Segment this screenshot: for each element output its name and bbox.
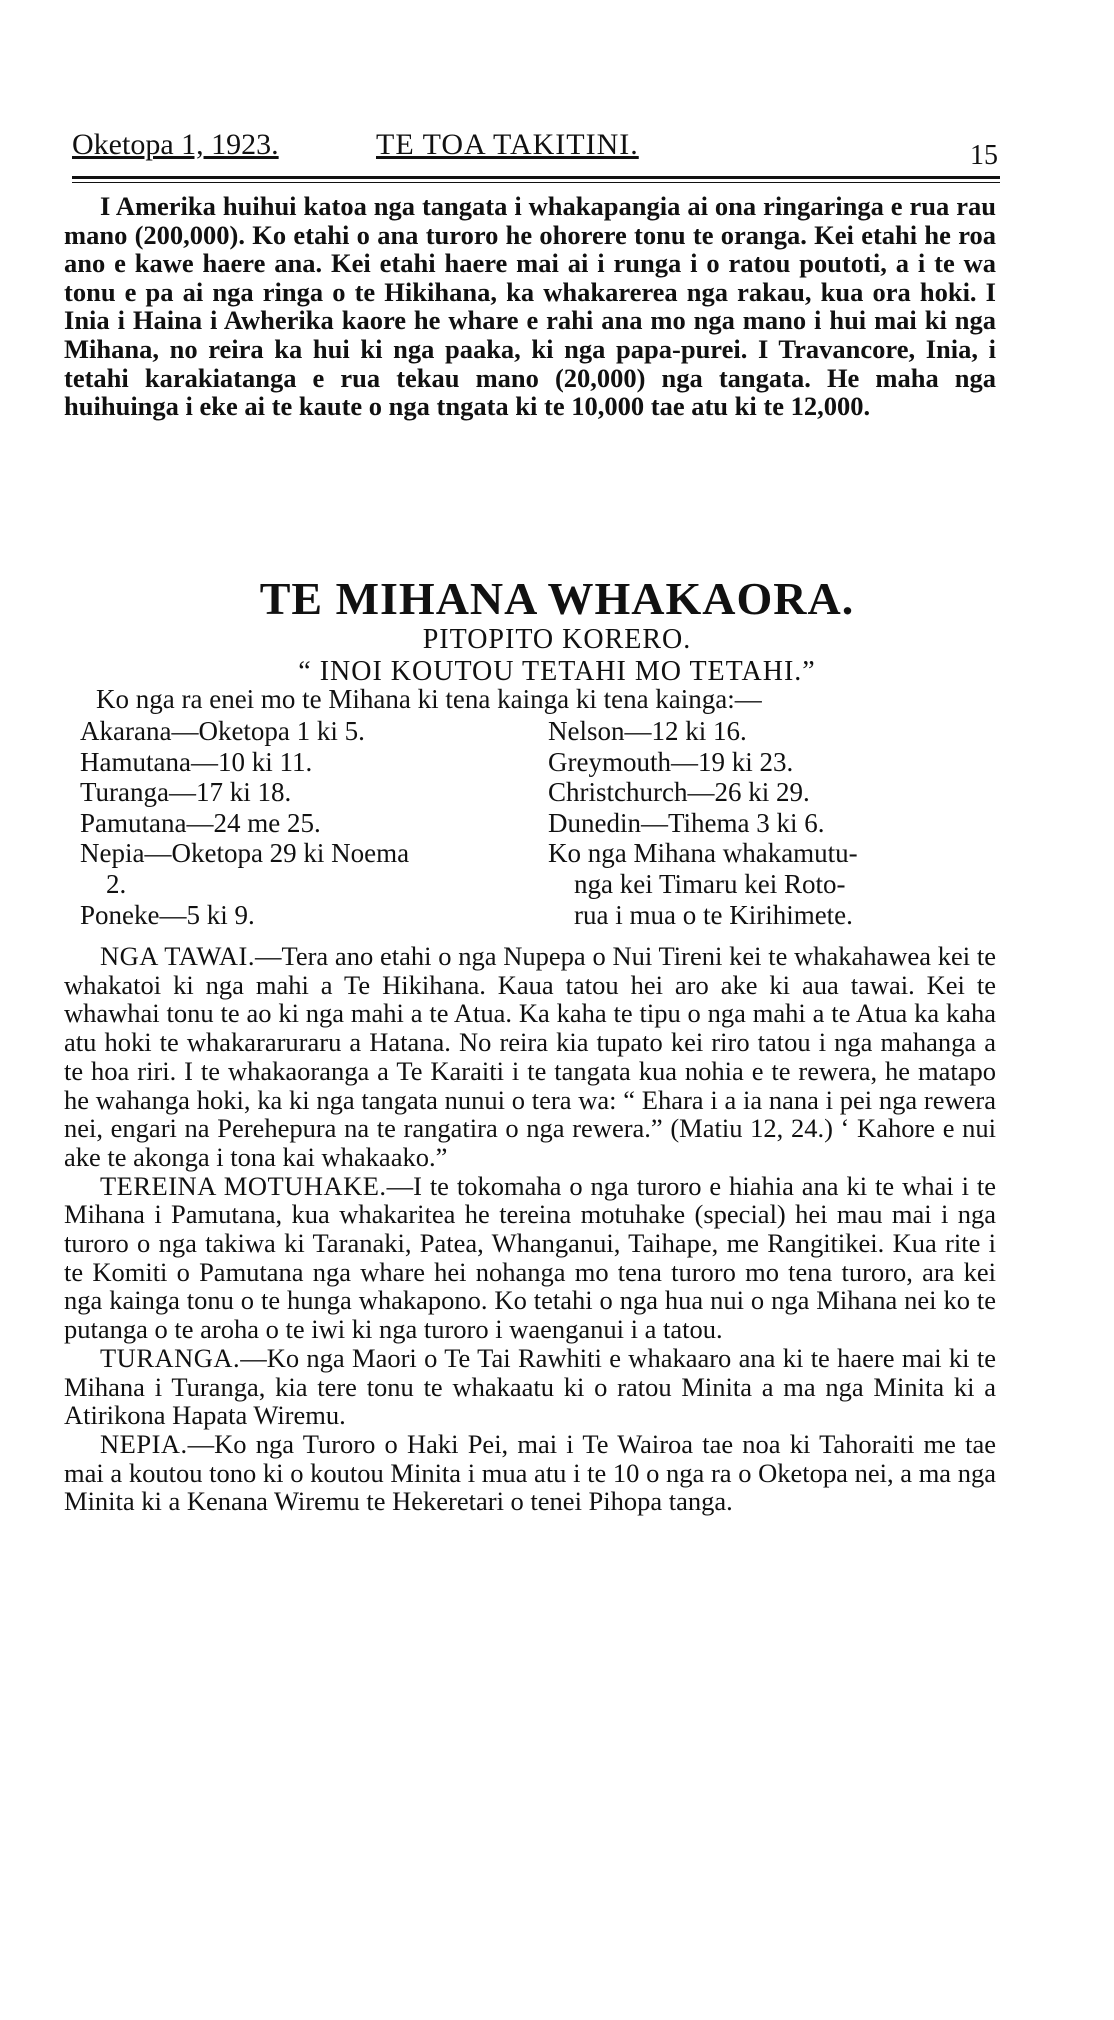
schedule-note: Ko nga Mihana whakamutu- (548, 838, 858, 869)
news-item-nepia (64, 1430, 996, 1516)
schedule-entry: Hamutana—10 ki 11. (80, 746, 313, 777)
schedule-left-column (80, 716, 530, 930)
schedule-entry: Nepia—Oketopa 29 ki Noema (80, 838, 410, 869)
news-item-text: —I te tokomaha o nga turoro e hiahia ana ki te whai i te Mihana i Pamutana, kua whakaritea he tereina motuhake (special) hei mau mai i nga turoro o nga takiwa ki Taranaki, Patea, Whanganui, Taihape, me Rangitikei. Kua rite i te Komiti o Pamutana nga whare hei nohanga mo tena turoro mo tena turoro, ara kei nga kainga tonu o te hunga whakapono. Ko tetahi o nga hua nui o nga Mihana nei ko te putanga o te aroha o te iwi ki nga turoro i waenganui i a tatou. (64, 1170, 996, 1345)
news-item-tawai (64, 942, 996, 1172)
news-item-lead: NEPIA. (100, 1428, 188, 1459)
schedule-entry: Pamutana—24 me 25. (80, 807, 321, 838)
section-title: TE MIHANA WHAKAORA. (259, 573, 855, 624)
news-items (64, 942, 996, 1516)
schedule-entry: Poneke—5 ki 9. (80, 899, 255, 930)
news-item-tereina (64, 1172, 996, 1344)
schedule-entry: Akarana—Oketopa 1 ki 5. (80, 716, 365, 746)
schedule-entry-continued: 2. (106, 868, 127, 899)
section-subtitle: PITOPITO KORERO. (422, 624, 692, 655)
news-item-text: —Tera ano etahi o nga Nupepa o Nui Tireni kei te whakahawea kei te whakatoi ki nga mahi a Te Hikihana. Kaua tatou hei aro ake ki aua tawai. Kei te whawhai tonu te ao ki nga mahi a te Atua. Ka kaha te tipu o nga mahi a te Atua ka kaha atu hoki te whakararuraru a Hatana. No reira kia tupato kei riro tatou i nga mahanga a te hoa riri. I te whakaoranga a Te Karaiti i te tangata kua nohia e te rewera, he matapo he wahanga hoki, ka ki nga tangata nunui o tera wa: “ Ehara i a ia nana i pei nga rewera nei, engari na Perehepura na te rangatira o nga rewera.” (Matiu 12, 24.) ‘ Kahore e nui ake te akonga i tona kai whakaako.” (64, 941, 996, 1172)
header-rule (72, 176, 1000, 179)
schedule-entry: Greymouth—19 ki 23. (548, 746, 794, 777)
news-item-text: —Ko nga Turoro o Haki Pei, mai i Te Wairoa tae noa ki Tahoraiti me tae mai a koutou tono ki o koutou Minita i mua atu i te 10 o nga ra o Oketopa nei, a ma nga Minita ki a Kenana Wiremu te Hekeretari o tenei Pihopa tanga. (64, 1428, 996, 1517)
schedule-lead: Ko nga ra enei mo te Mihana ki tena kainga ki tena kainga:— (96, 684, 762, 714)
schedule-note: rua i mua o te Kirihimete. (574, 899, 853, 930)
schedule-entry: Christchurch—26 ki 29. (548, 777, 810, 808)
publication-title: TE TOA TAKITINI. (376, 128, 639, 161)
news-item-lead: TURANGA. (100, 1342, 241, 1373)
schedule-entry: Turanga—17 ki 18. (80, 777, 292, 808)
header-rule-thin (72, 182, 1000, 183)
news-item-turanga (64, 1344, 996, 1430)
news-item-lead: NGA TAWAI. (100, 941, 255, 971)
issue-date: Oketopa 1, 1923. (72, 128, 279, 161)
page-number: 15 (970, 140, 998, 171)
page-header (72, 128, 998, 171)
schedule-entry: Dunedin—Tihema 3 ki 6. (548, 807, 825, 838)
intro-paragraph: I Amerika huihui katoa nga tangata i whakapangia ai ona ringaringa e rua rau mano (200,000). Ko etahi o ana turoro he ohorere tonu te oranga. Kei etahi he roa ano e kawe haere ana. Kei etahi haere mai ai i runga i o ratou poutoti, a i te wa tonu e pa ai nga ringa o te Hikihana, ka whakarerea nga rakau, kua ora hoki. I Inia i Haina i Awherika kaore he whare e rahi ana mo nga mano i hui mai ki nga Mihana, no reira ka hui ki nga paaka, ki nga papa-purei. I Travancore, Inia, i tetahi karakiatanga e rua tekau mano (20,000) nga tangata. He maha nga huihuinga i eke ai te kaute o nga tngata ki te 10,000 tae atu ki te 12,000. (64, 191, 996, 422)
schedule-right-column (548, 716, 998, 930)
section-motto: “ INOI KOUTOU TETAHI MO TETAHI.” (298, 656, 816, 687)
news-item-lead: TEREINA MOTUHAKE. (100, 1170, 387, 1201)
news-item-text: —Ko nga Maori o Te Tai Rawhiti e whakaaro ana ki te haere mai ki te Mihana i Turanga, kia tere tonu te whakaatu ki o ratou Minita a ma nga Minita ki a Atirikona Hapata Wiremu. (64, 1342, 996, 1431)
schedule-entry: Nelson—12 ki 16. (548, 716, 747, 746)
schedule-note: nga kei Timaru kei Roto- (574, 868, 846, 899)
